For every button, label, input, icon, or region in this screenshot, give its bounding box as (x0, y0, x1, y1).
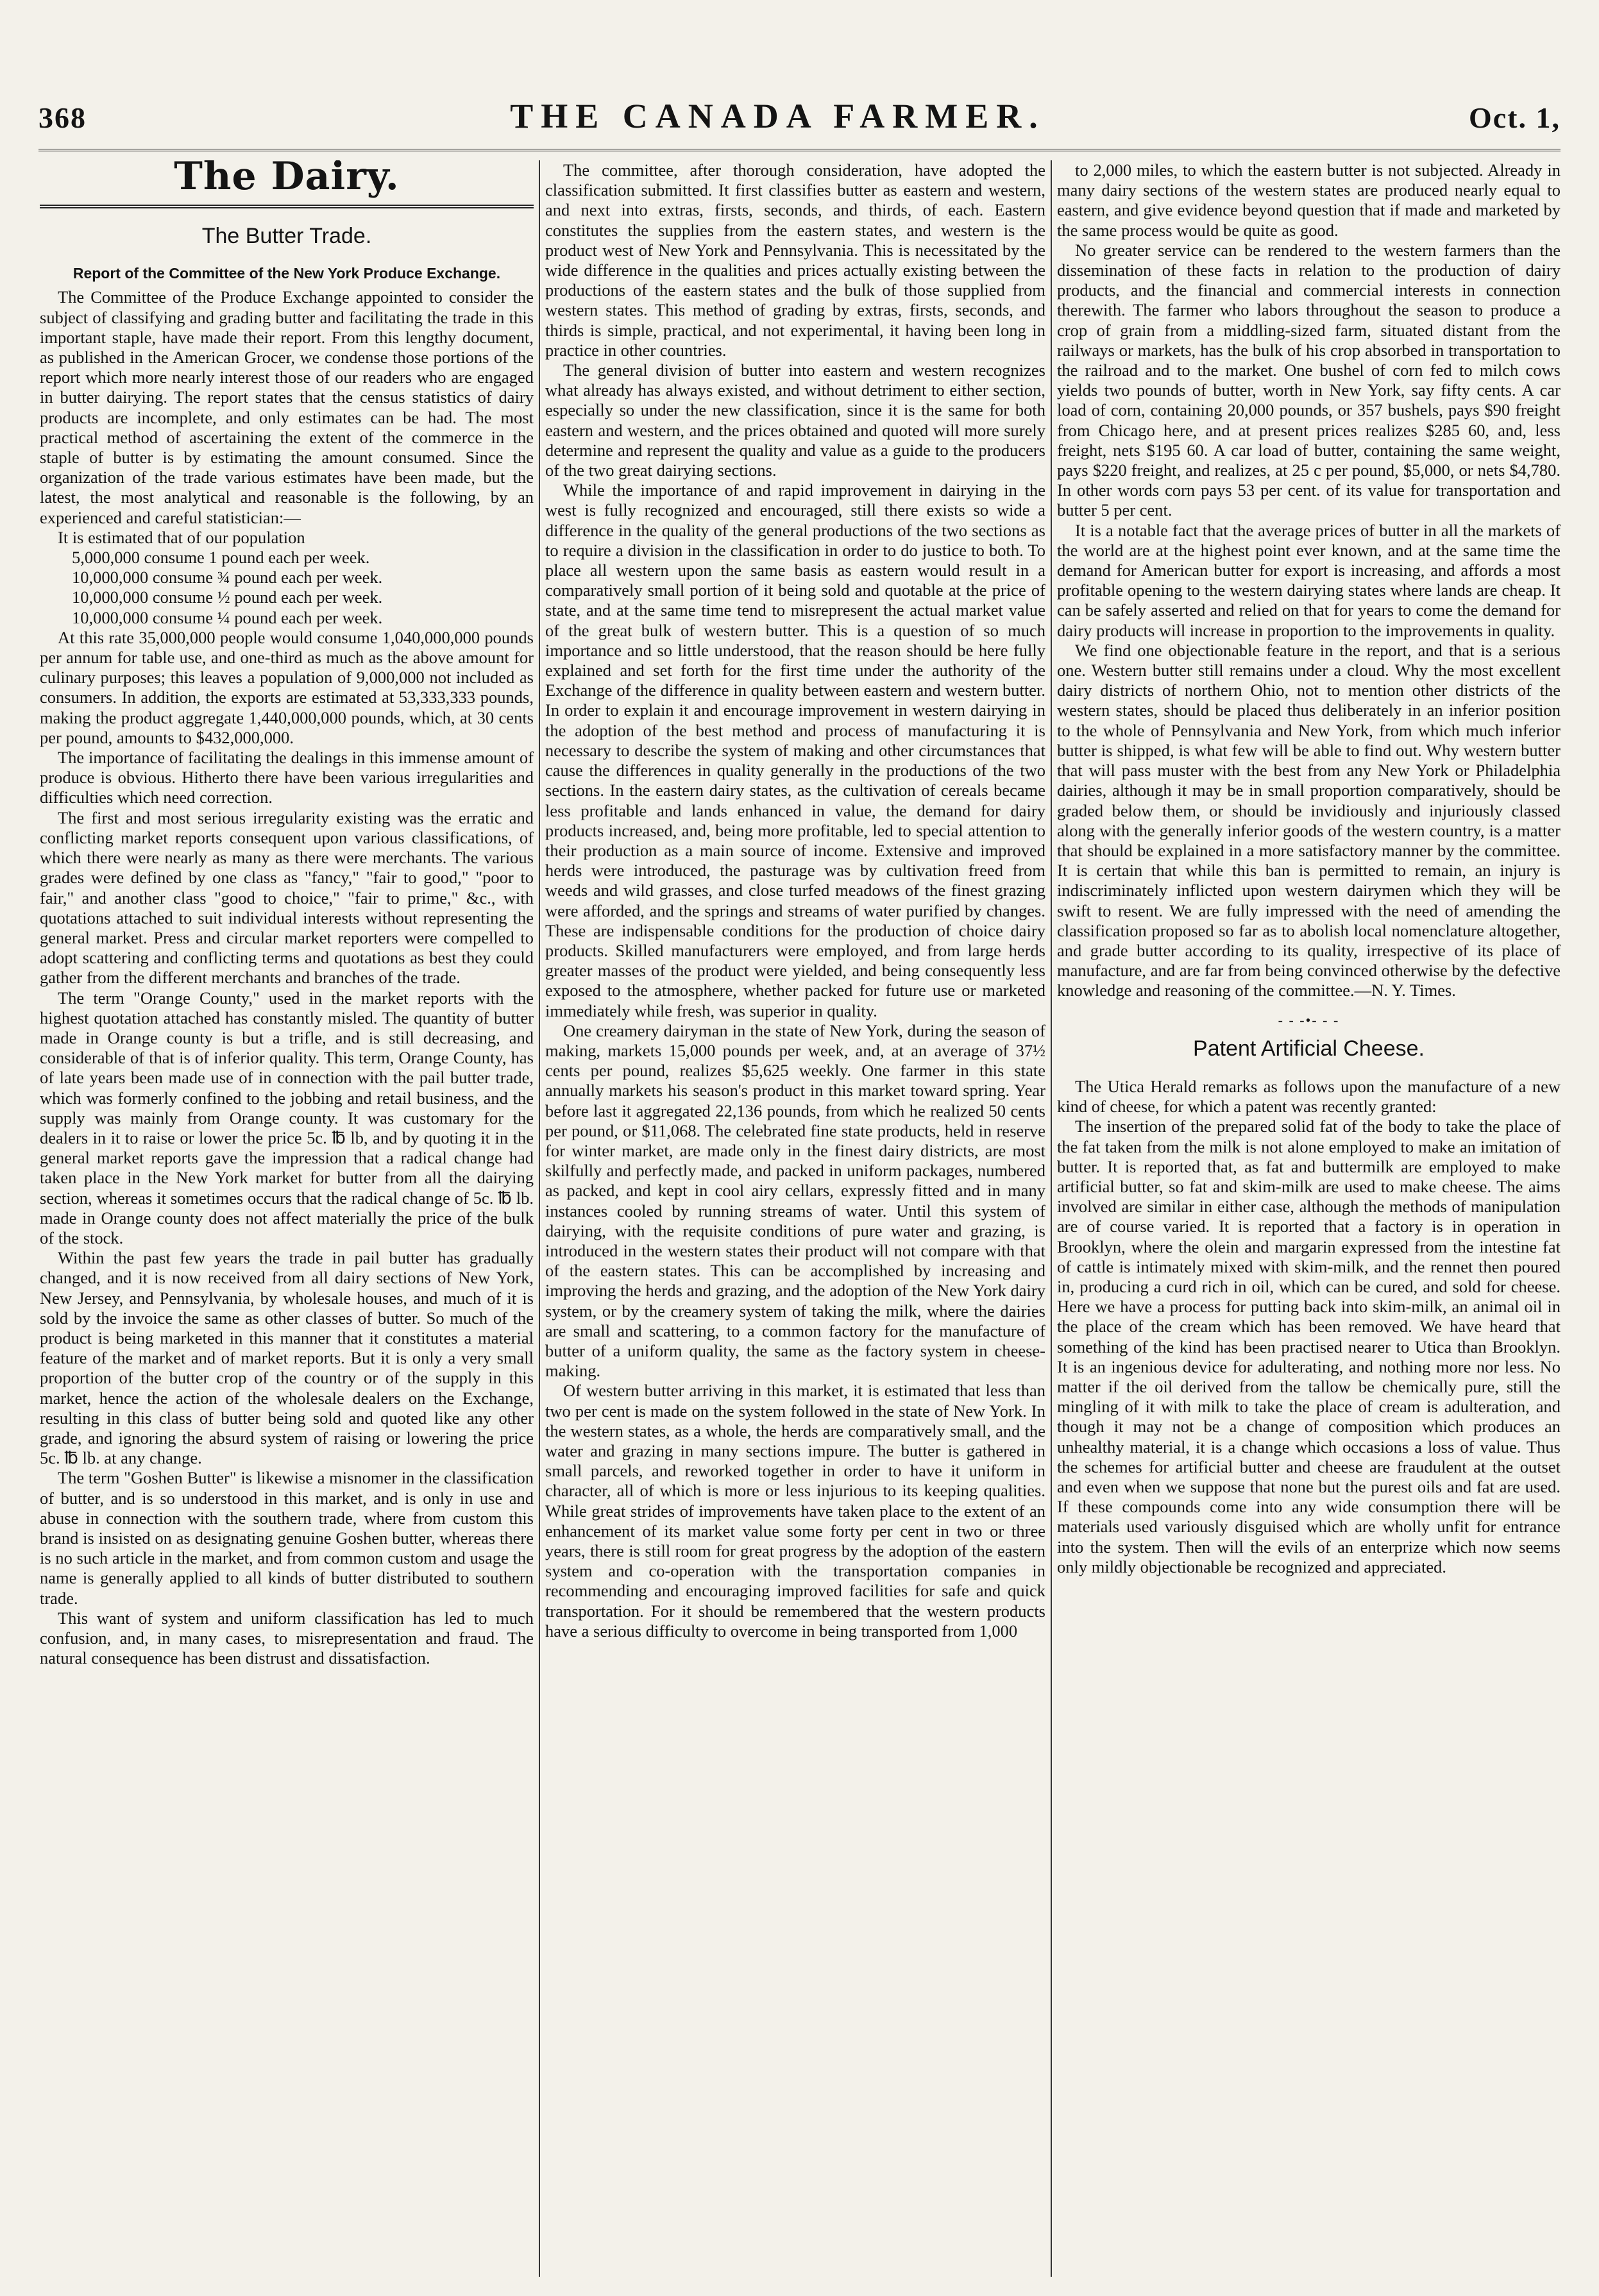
consumption-stats (40, 548, 534, 628)
paragraph: This want of system and uniform classification has led to much confusion, and, in many cases, to misrepresentation and fraud. The natural consequence has been distrust and dissatisfaction. (40, 1608, 534, 1668)
paragraph: Within the past few years the trade in pail butter has gradually changed, and it is now received from all dairy sections of New York, New Jersey, and Pennsylvania, by wholesale houses, and much of it is sold by the invoice the same as other classes of butter. So much of the product is being marketed in this manner that it constitutes a material feature of the market and of market reports. But it is only a very small proportion of the butter crop of the country or of the supply in this market, hence the action of the wholesale dealers on the Exchange, resulting in this class of butter being sold and quoted like any other grade, and ignoring the absurd system of raising or lowering the price 5c. ℔ lb. at any change. (40, 1248, 534, 1468)
article-title: The Butter Trade. (201, 224, 372, 249)
column-3 (1057, 160, 1561, 2277)
paragraph: It is estimated that of our population (58, 527, 305, 547)
paragraph: At this rate 35,000,000 people would consume 1,040,000,000 pounds per annum for table use, and one-third as much as the above amount for culinary purposes; this leaves a population of 9,000,000 not included as consumers. In addition, the exports are estimated at 53,333,333 pounds, making the product aggregate 1,440,000,000 pounds, which, at 30 cents per pound, amounts to $432,000,000. (40, 627, 534, 747)
paper-title: THE CANADA FARMER. (510, 97, 1045, 135)
paragraph: The first and most serious irregularity existing was the erratic and conflicting market reports consequent upon various classifications, of which there were nearly as many as there were merchants. The various grades were defined by one class as "fancy," "fair to good," "poor to fair," and another class "good to choice," "fair to prime," &c., with quotations attached to suit individual interests without representing the general market. Press and circular market reporters were compelled to adopt scattering and conflicting terms and quotations as best they could gather from the different merchants and branches of the trade. (40, 807, 534, 988)
paragraph: The general division of butter into eastern and western recognizes what already has always existed, and without detriment to either section, especially so under the new classification, since it is the same for both eastern and western, and the prices obtained and quoted will more surely determine and represent the quality and value as a guide to the producers of the two great dairying sections. (545, 360, 1045, 480)
paragraph: to 2,000 miles, to which the eastern butter is not subjected. Already in many dairy sections of the western states are produced nearly equal to eastern, and give evidence beyond question that if made and marketed by the same process would be quite as good. (1057, 160, 1561, 240)
column-rule (1051, 160, 1052, 2277)
paragraph: We find one objectionable feature in the report, and that is a serious one. Western butter still remains under a cloud. Why the most excellent dairy districts of northern Ohio, not to mention other districts of the western states, should be placed thus deliberately in an inferior position to the whole of Pennsylvania and New York, from which much inferior butter is shipped, is what few will be able to find out. Why western butter that will pass muster with the best from any New York or Philadelphia dairies, although it may be in small proportion comparatively, should be graded below them, or should be invidiously and injuriously classed along with the generally inferior goods of the western country, is a matter that should be explained in a more satisfactory manner by the committee. It is certain that while this ban is permitted to remain, an injury is indiscriminately inflicted upon western dairymen which they will be swift to resent. We are fully impressed with the need of amending the classification proposed so far as to abolish local nomenclature altogether, and grade butter according to its quality, irrespective of its place of manufacture, and are far from being convinced otherwise by the defective knowledge and reasoning of the committee.—N. Y. Times. (1057, 640, 1561, 1000)
paragraph: The insertion of the prepared solid fat of the body to take the place of the fat taken from the milk is not alone employed to make an imitation of butter. It is reported that, as fat and buttermilk are employed to make artificial butter, so fat and skim-milk are used to make cheese. The aims involved are similar in either case, although the methods of manipulation are of course varied. It is reported that a factory is in operation in Brooklyn, where the olein and margarin expressed from the intestine fat of cattle is intimately mixed with skim-milk, and the rennet then poured in, producing a curd rich in oil, which can be cured, and sold for cheese. Here we have a process for putting back into skim-milk, an animal oil in the place of the cream which has been removed. We have heard that something of the kind has been practised nearer to Utica than Brooklyn. It is an ingenious device for adulterating, and nothing more nor less. No matter if the oil derived from the tallow be chemically pure, still the mingling of it with milk to take the place of cream is adulteration, and though it may not be a change of composition which produces an unhealthy material, it is a change which occasions a loss of value. Thus the schemes for artificial butter and cheese are fraudulent at the outset and even when we suppose that none but the purest oils and fat are used. If these compounds come into any wide consumption there will be materials used variously disguised which are wholly unfit for entrance into the system. Then will the evils of an enterprize which now seems only mildly objectionable be recognized and appreciated. (1057, 1117, 1561, 1576)
article-title: Patent Artificial Cheese. (1193, 1036, 1425, 1061)
stat-line: 10,000,000 consume ¼ pound each per week. (72, 607, 383, 627)
paragraph: While the importance of and rapid improvement in dairying in the west is fully recognized and encouraged, still there exists so wide a difference in the quality of the general productions of the two sections as to require a division in the classification in order to do justice to both. To place all western upon the same basis as eastern would result in a comparatively small portion of it being sold and quotable at the price of state, and at the same time tend to misrepresent the actual market value of the great bulk of western butter. This is a question of so much importance and so little understood, that the reason should be here fully explained and set forth for the first time under the authority of the Exchange of the difference in quality between eastern and western butter. In order to explain it and encourage improvement in western dairying in the adoption of the best method and process of manufacturing it is necessary to describe the system of making and other circumstances that cause the differences in quality generally in the productions of the two sections. In the eastern dairy states, as the cultivation of cereals became less profitable and lands enhanced in value, the demand for dairy products increased, and, being more profitable, led to special attention to their production as a main source of income. Extensive and improved herds were introduced, the pasturage was by cultivation freed from weeds and wild grasses, and close turfed meadows of the finest grazing were afforded, and the springs and streams of water purified by changes. These are indispensable conditions for the production of choice dairy products. Skilled manufacturers were employed, and from large herds greater masses of the product were yielded, and being consequently less exposed to the atmosphere, whether packed for future use or marketed immediately while fresh, was superior in quality. (545, 480, 1045, 1020)
paragraph: No greater service can be rendered to the western farmers than the dissemination of these facts in relation to the production of dairy products, and the financial and commercial interests in connection therewith. The farmer who labors throughout the season to produce a crop of grain from a middling-sized farm, situated distant from the railways or markets, has the bulk of his crop absorbed in transportation to the railroad and to the market. One bushel of corn fed to milch cows yields two pounds of butter, worth in New York, say fifty cents. A car load of corn, containing 20,000 pounds, or 357 bushels, pays $90 freight from Chicago here, and at present prices realizes $285 60, and, less freight, nets $195 60. A car load of butter, containing the same weight, pays $220 freight, and realizes, at 25 c per pound, $5,000, or nets $4,780. In other words corn pays 53 per cent. of its value for transportation and butter 5 per cent. (1057, 240, 1561, 520)
paragraph: The committee, after thorough consideration, have adopted the classification submitted. It first classifies butter as eastern and western, and next into extras, firsts, seconds, and thirds, of each. Eastern constitutes the supplies from the eastern states, and western is the product west of New York and Pennsylvania. This is necessitated by the wide difference in the qualities and prices actually existing between the productions of the eastern states and the bulk of those supplied from western states. This method of grading by extras, firsts, seconds, and thirds is simple, practical, and not experimental, it having been long in practice in other countries. (545, 160, 1045, 360)
stat-line: 10,000,000 consume ¾ pound each per week. (72, 568, 383, 587)
paragraph: One creamery dairyman in the state of New York, during the season of making, markets 15,000 pounds per week, and, at an average of 37½ cents per pound, realizes $5,625 weekly. One farmer in this state annually markets his season's product in this market toward spring. Year before last it aggregated 22,136 pounds, from which he realized 50 cents per pound, or $11,068. The celebrated fine state products, held in reserve for winter market, are made only in the finest dairy districts, are most skilfully and perfectly made, and packed in uniform packages, numbered as packed, and kept in cool airy cellars, expressly fitted and in many instances cooled by running streams of water. Until this system of dairying, with the requisite conditions of pure water and grazing, is introduced in the western states their product will not compare with that of the eastern states. This can be accomplished by increasing and improving the herds and grazing, and the adoption of the New York dairy system, or by the creamery system of taking the milk, where the dairies are small and scattering, to a common factory for the manufacture of butter of a uniform quality, the same as the factory system in cheese-making. (545, 1020, 1045, 1381)
paragraph: Of western butter arriving in this market, it is estimated that less than two per cent is made on the system followed in the state of New York. In the western states, as a whole, the herds are comparatively small, and the water and grazing in many sections impure. The butter is gathered in small parcels, and reworked together in order to have it uniform in character, all of which is more or less injurious to its keeping qualities. While great strides of improvements have taken place to the extent of an enhancement of its market value some forty per cent in two or three years, there is still room for great progress by the adoption of the eastern system and co-operation with the transportation companies in recommending and encouraging improved facilities for safe and quick transportation. For it should be remembered that the western products have a serious difficulty to overcome in being transported from 1,000 (545, 1381, 1045, 1641)
section-title: The Dairy. (174, 160, 400, 199)
header-rule (38, 149, 1561, 151)
stat-line: 10,000,000 consume ½ pound each per week. (72, 587, 383, 607)
page-header (38, 96, 1561, 141)
section-rule (40, 205, 534, 208)
ornament-divider: - - -•- - - (1278, 1011, 1340, 1028)
paragraph: The importance of facilitating the dealings in this immense amount of produce is obvious. Hitherto there have been various irregularities and difficulties which need correction. (40, 748, 534, 807)
paragraph: It is a notable fact that the average prices of butter in all the markets of the world are at the highest point ever known, and at the same time the demand for American butter for export is increasing, and affords a most profitable opening to the western dairying states where lands are cheap. It can be safely asserted and relied on that for years to come the demand for dairy products will increase in proportion to the improvements in quality. (1057, 520, 1561, 640)
stat-line: 5,000,000 consume 1 pound each per week. (72, 548, 370, 568)
paragraph: The term "Orange County," used in the market reports with the highest quotation attached has constantly misled. The quantity of butter made in Orange county is but a trifle, and is still decreasing, and considerable of that is of inferior quality. This term, Orange County, has of late years been made use of in connection with the pail butter trade, which was formerly confined to the jobbing and retail business, and the supply was mainly from Orange county. It was customary for the dealers in it to raise or lower the price 5c. ℔ lb, and by quoting it in the general market reports gave the impression that a radical change had taken place in the New York market for butter from all the dairying section, whereas it sometimes occurs that the radical change of 5c. ℔ lb. made in Orange county does not affect materially the price of the bulk of the stock. (40, 988, 534, 1247)
article-subtitle: Report of the Committee of the New York Produce Exchange. (72, 265, 501, 282)
page-number: 368 (38, 101, 87, 134)
column-1 (40, 160, 534, 2277)
column-2 (545, 160, 1045, 2277)
paragraph: The Utica Herald remarks as follows upon the manufacture of a new kind of cheese, for which a patent was recently granted: (1057, 1076, 1561, 1117)
issue-date: Oct. 1, (1468, 101, 1561, 134)
paragraph: The Committee of the Produce Exchange appointed to consider the subject of classifying and grading butter and facilitating the trade in this important staple, have made their report. From this lengthy document, as published in the American Grocer, we condense those portions of the report which more nearly interest those of our readers who are engaged in butter dairying. The report states that the census statistics of dairy products are incomplete, and only estimates can be had. The most practical method of ascertaining the extent of the commerce in the staple of butter is by estimating the amount consumed. Since the organization of the trade various estimates have been made, but the latest, the most analytical and reasonable is the following, by an experienced and careful statistician:— (40, 287, 534, 527)
column-rule (539, 160, 540, 2277)
paragraph: The term "Goshen Butter" is likewise a misnomer in the classification of butter, and is so understood in this market, and is only in use and abuse in connection with the southern trade, where from custom this brand is insisted on as designating genuine Goshen butter, whereas there is no such article in the market, and from common custom and usage the name is generally applied to all kinds of butter distributed to southern trade. (40, 1468, 534, 1608)
